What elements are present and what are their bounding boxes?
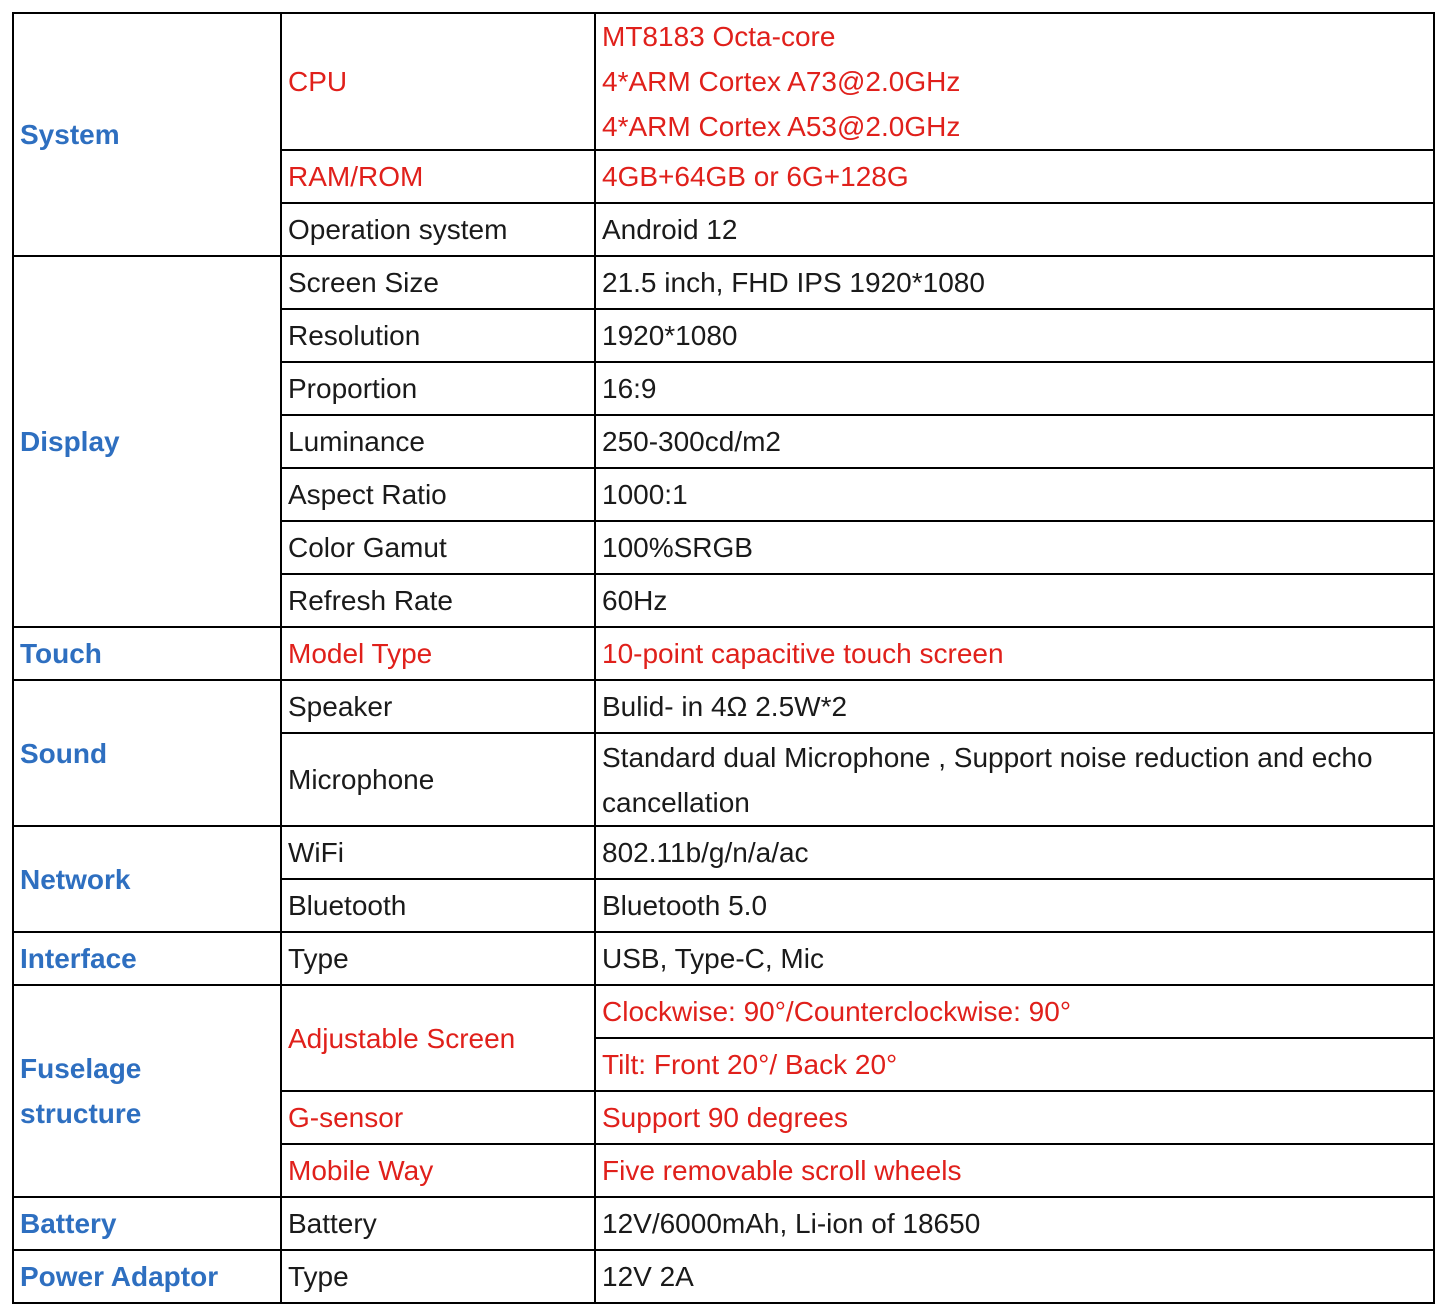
label-color-gamut: Color Gamut: [281, 521, 595, 574]
category-sound: Sound: [13, 680, 281, 826]
row-screen-size: [13, 256, 1434, 309]
row-cpu: [13, 13, 1434, 150]
category-power-adaptor: Power Adaptor: [13, 1250, 281, 1303]
row-adjustable-rotation: [13, 985, 1434, 1038]
value-speaker: Bulid- in 4Ω 2.5W*2: [595, 680, 1434, 733]
cpu-line-2: 4*ARM Cortex A73@2.0GHz: [602, 66, 961, 97]
fuselage-line-2: structure: [20, 1098, 142, 1129]
label-interface-type: Type: [281, 932, 595, 985]
value-color-gamut: 100%SRGB: [595, 521, 1434, 574]
value-os: Android 12: [595, 203, 1434, 256]
value-power-type: 12V 2A: [595, 1250, 1434, 1303]
category-interface: Interface: [13, 932, 281, 985]
value-resolution: 1920*1080: [595, 309, 1434, 362]
category-network: Network: [13, 826, 281, 932]
value-aspect-ratio: 1000:1: [595, 468, 1434, 521]
value-rotation: Clockwise: 90°/Counterclockwise: 90°: [595, 985, 1434, 1038]
value-refresh-rate: 60Hz: [595, 574, 1434, 627]
value-cpu: [595, 13, 1434, 150]
category-display: Display: [13, 256, 281, 627]
value-wifi: 802.11b/g/n/a/ac: [595, 826, 1434, 879]
label-mobile-way: Mobile Way: [281, 1144, 595, 1197]
value-interface-type: USB, Type-C, Mic: [595, 932, 1434, 985]
value-ram-rom: 4GB+64GB or 6G+128G: [595, 150, 1434, 203]
value-tilt: Tilt: Front 20°/ Back 20°: [595, 1038, 1434, 1091]
fuselage-line-1: Fuselage: [20, 1053, 142, 1084]
cpu-line-3: 4*ARM Cortex A53@2.0GHz: [602, 111, 961, 142]
value-g-sensor: Support 90 degrees: [595, 1091, 1434, 1144]
label-cpu: CPU: [281, 13, 595, 150]
value-proportion: 16:9: [595, 362, 1434, 415]
category-battery: Battery: [13, 1197, 281, 1250]
value-screen-size: 21.5 inch, FHD IPS 1920*1080: [595, 256, 1434, 309]
value-battery: 12V/6000mAh, Li-ion of 18650: [595, 1197, 1434, 1250]
label-aspect-ratio: Aspect Ratio: [281, 468, 595, 521]
label-proportion: Proportion: [281, 362, 595, 415]
label-resolution: Resolution: [281, 309, 595, 362]
value-mobile-way: Five removable scroll wheels: [595, 1144, 1434, 1197]
label-screen-size: Screen Size: [281, 256, 595, 309]
row-speaker: [13, 680, 1434, 733]
category-system: System: [13, 13, 281, 256]
label-adjustable-screen: Adjustable Screen: [281, 985, 595, 1091]
label-power-type: Type: [281, 1250, 595, 1303]
row-model-type: [13, 627, 1434, 680]
value-bluetooth: Bluetooth 5.0: [595, 879, 1434, 932]
cpu-line-1: MT8183 Octa-core: [602, 21, 836, 52]
value-microphone: Standard dual Microphone , Support noise reduction and echo cancellation: [595, 733, 1434, 826]
label-os: Operation system: [281, 203, 595, 256]
value-luminance: 250-300cd/m2: [595, 415, 1434, 468]
spec-table: [12, 12, 1435, 1304]
label-model-type: Model Type: [281, 627, 595, 680]
label-microphone: Microphone: [281, 733, 595, 826]
label-battery: Battery: [281, 1197, 595, 1250]
label-luminance: Luminance: [281, 415, 595, 468]
row-wifi: [13, 826, 1434, 879]
label-ram-rom: RAM/ROM: [281, 150, 595, 203]
label-bluetooth: Bluetooth: [281, 879, 595, 932]
category-fuselage: [13, 985, 281, 1197]
category-touch: Touch: [13, 627, 281, 680]
row-power-adaptor: [13, 1250, 1434, 1303]
label-g-sensor: G-sensor: [281, 1091, 595, 1144]
label-speaker: Speaker: [281, 680, 595, 733]
label-refresh-rate: Refresh Rate: [281, 574, 595, 627]
row-battery: [13, 1197, 1434, 1250]
row-interface-type: [13, 932, 1434, 985]
value-model-type: 10-point capacitive touch screen: [595, 627, 1434, 680]
label-wifi: WiFi: [281, 826, 595, 879]
